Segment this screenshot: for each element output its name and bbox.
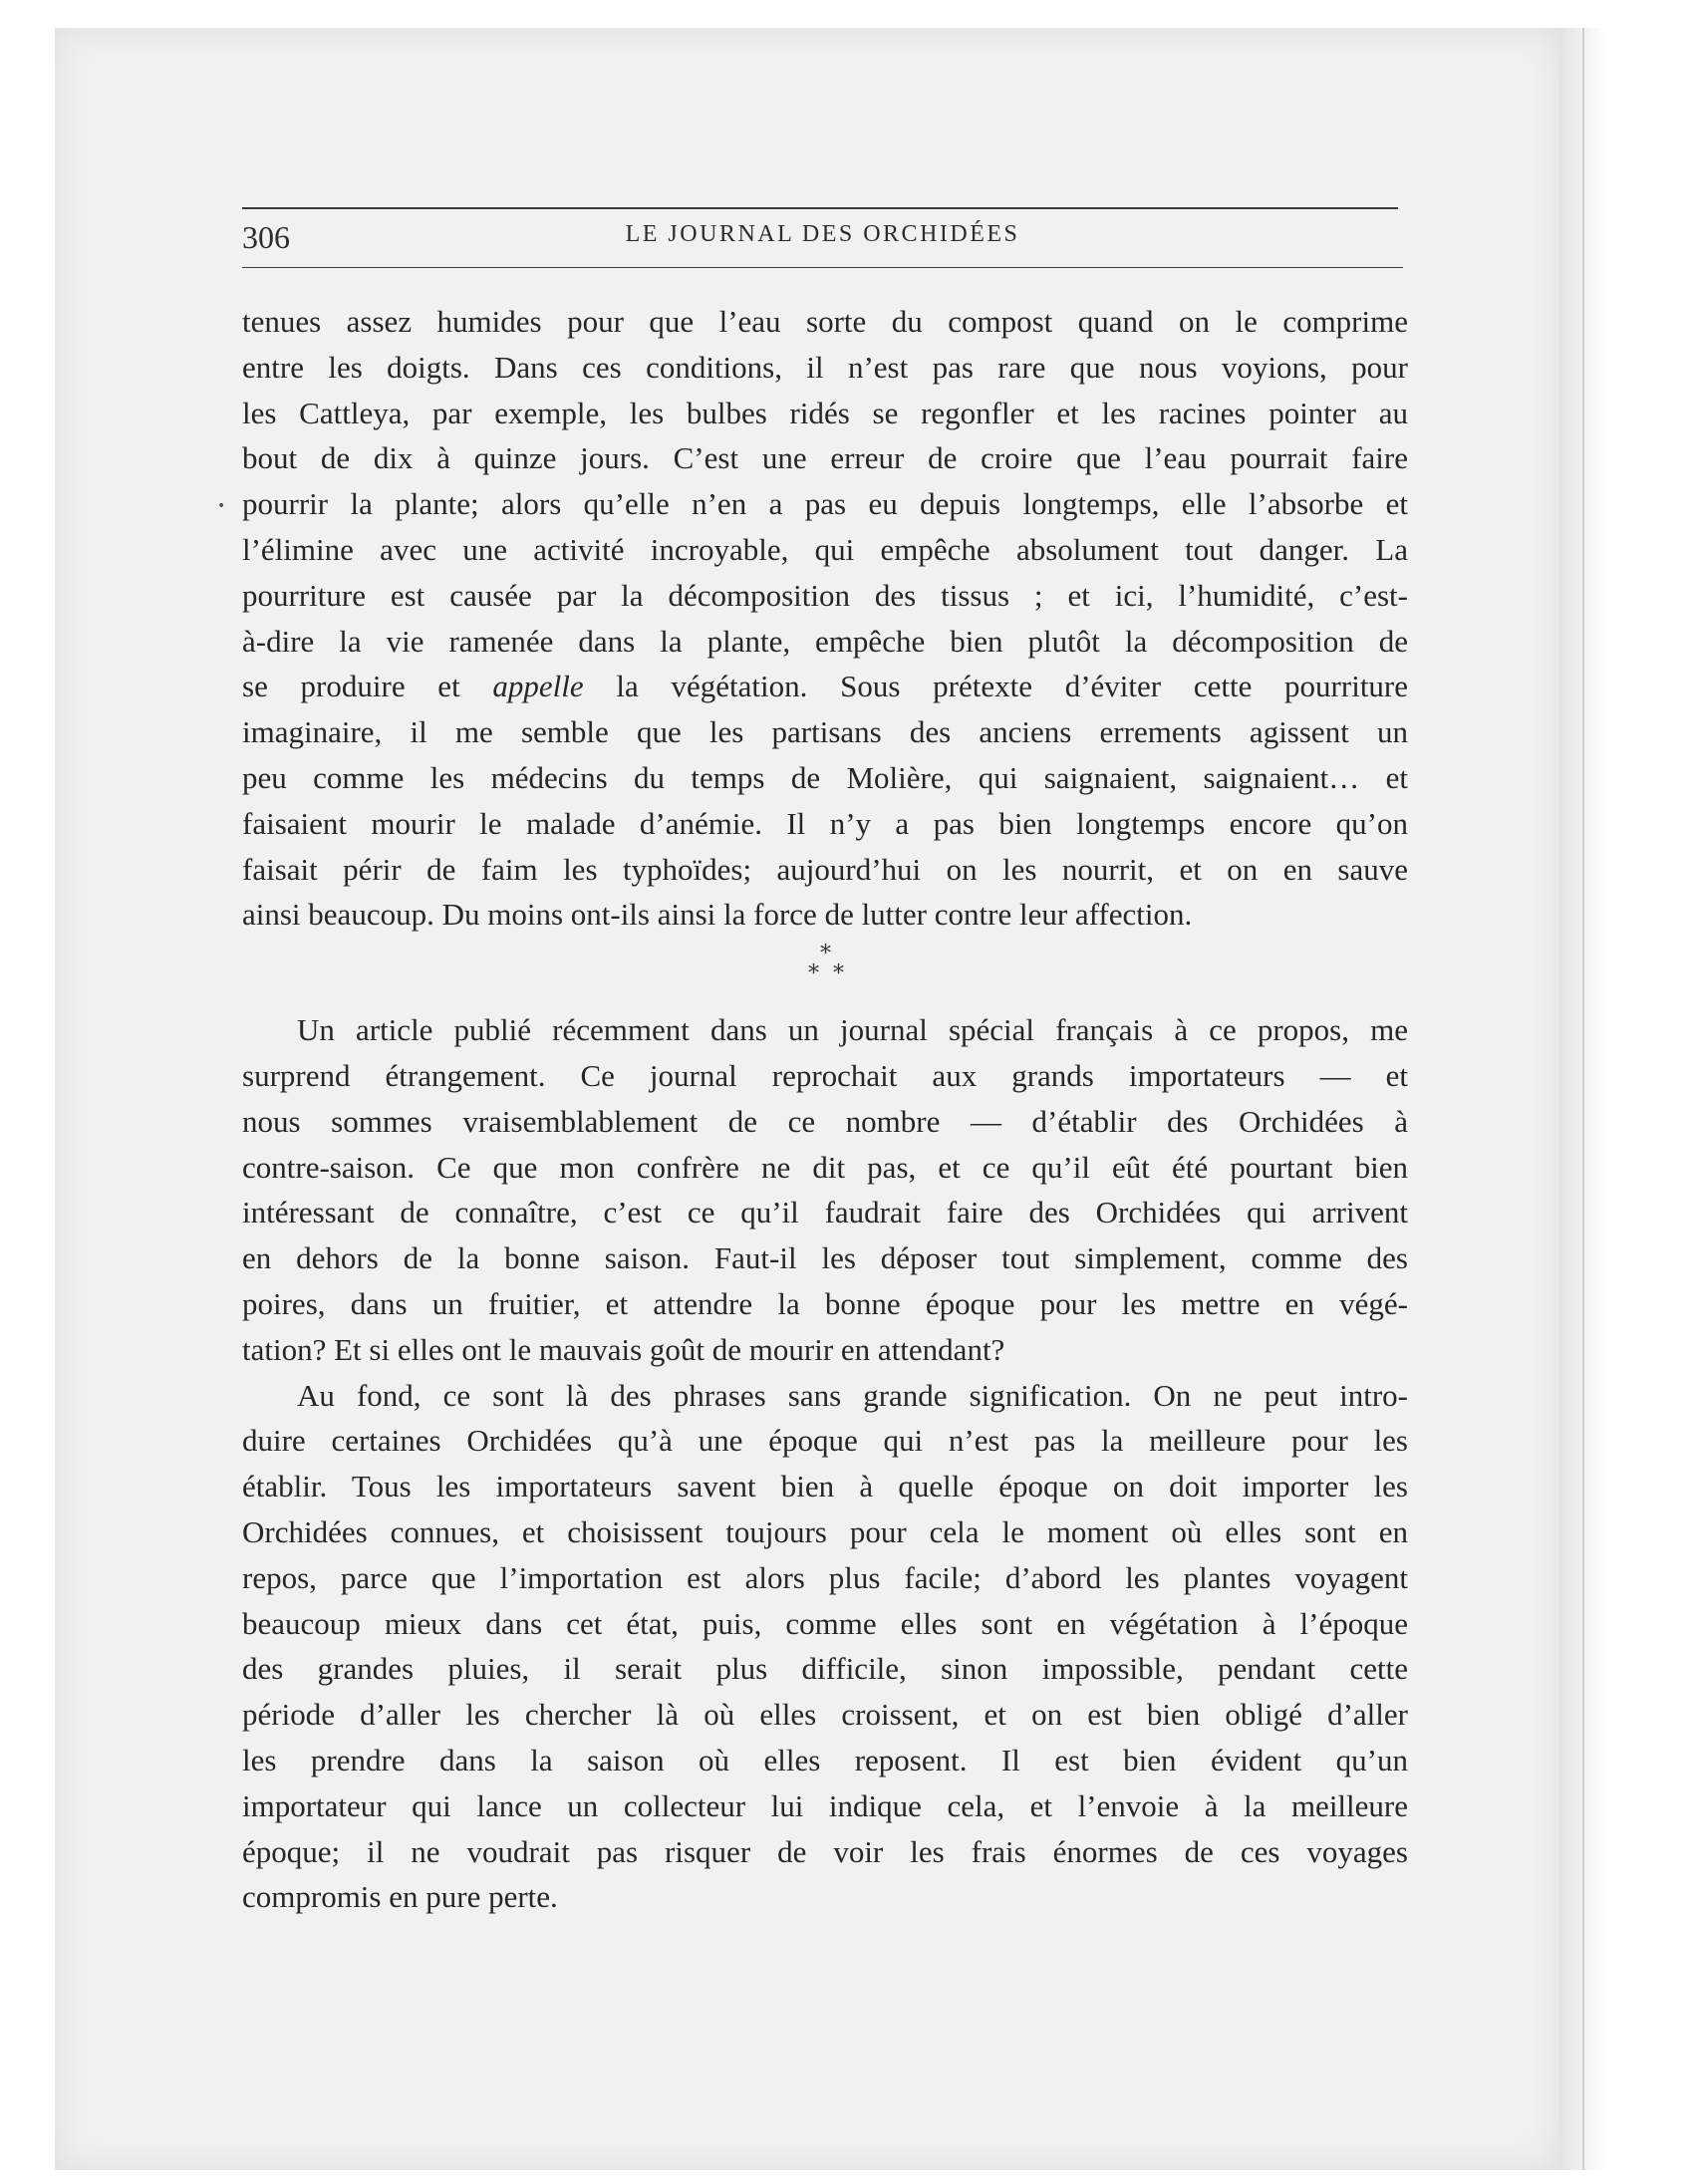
text-line: repos, parce que l’importation est alors plus facile; d’abord les plantes voyagent	[242, 1559, 1408, 1595]
italic-word: appelle	[492, 669, 584, 704]
text-line: contre-saison. Ce que mon confrère ne dit pas, et ce qu’il eût été pourtant bien	[242, 1149, 1408, 1185]
text-line: établir. Tous les importateurs savent bien à quelle époque on doit importer les	[242, 1469, 1408, 1504]
text-line: tation? Et si elles ont le mauvais goût de mourir en attendant?	[242, 1331, 1005, 1367]
text-line: duire certaines Orchidées qu’à une époque qui n’est pas la meilleure pour les	[242, 1423, 1408, 1459]
text-line: entre les doigts. Dans ces conditions, il n’est pas rare que nous voyions, pour	[242, 349, 1408, 385]
paragraph-2	[242, 1007, 1408, 1372]
asterisk: *	[820, 942, 831, 967]
text-line: Un article publié récemment dans un journal spécial français à ce propos, me	[297, 1012, 1408, 1048]
text-line: bout de dix à quinze jours. C’est une erreur de croire que l’eau pourrait faire	[242, 440, 1408, 476]
running-header	[242, 211, 1403, 267]
text-line: compromis en pure perte.	[242, 1879, 558, 1915]
text-line: tenues assez humides pour que l’eau sorte du compost quand on le comprime	[242, 304, 1408, 339]
text-line: les Cattleya, par exemple, les bulbes ridés se regonfler et les racines pointer au	[242, 395, 1408, 430]
page-edge-line	[1582, 28, 1584, 2170]
text-run: se produire et	[242, 669, 493, 704]
text-line: pourrir la plante; alors qu’elle n’en a pas eu depuis longtemps, elle l’absorbe et	[242, 486, 1408, 522]
text-line: à-dire la vie ramenée dans la plante, empêche bien plutôt la décomposition de	[242, 623, 1408, 659]
text-line: importateur qui lance un collecteur lui indique cela, et l’envoie à la meilleure	[242, 1787, 1408, 1823]
paragraph-1	[242, 299, 1408, 938]
text-line: ainsi beaucoup. Du moins ont-ils ainsi la force de lutter contre leur affection.	[242, 897, 1193, 933]
text-line: des grandes pluies, il serait plus difficile, sinon impossible, pendant cette	[242, 1651, 1408, 1687]
text-line: Orchidées connues, et choisissent toujours pour cela le moment où elles sont en	[242, 1513, 1408, 1549]
text-line: en dehors de la bonne saison. Faut-il les déposer tout simplement, comme des	[242, 1240, 1408, 1276]
asterisk: *	[808, 961, 819, 987]
running-title: LE JOURNAL DES ORCHIDÉES	[625, 221, 1020, 247]
asterisk: *	[833, 961, 844, 987]
text-line: pourriture est causée par la décomposition des tissus ; et ici, l’humidité, c’est-	[242, 577, 1408, 613]
text-line: époque; il ne voudrait pas risquer de voir les frais énormes de ces voyages	[242, 1833, 1408, 1869]
text-line: peu comme les médecins du temps de Molière, qui saignaient, saignaient… et	[242, 759, 1408, 795]
header-top-rule	[242, 207, 1398, 209]
text-line: surprend étrangement. Ce journal reprochait aux grands importateurs — et	[242, 1057, 1408, 1093]
paragraph-3	[242, 1373, 1408, 1921]
text-line: les prendre dans la saison où elles reposent. Il est bien évident qu’un	[242, 1742, 1408, 1777]
text-line: l’élimine avec une activité incroyable, qui empêche absolument tout danger. La	[242, 531, 1408, 567]
text-run: la végétation. Sous prétexte d’éviter cette pourriture	[583, 669, 1409, 704]
section-separator	[242, 938, 1408, 1007]
text-line: beaucoup mieux dans cet état, puis, comme elles sont en végétation à l’époque	[242, 1605, 1408, 1641]
text-line: faisait périr de faim les typhoïdes; aujourd’hui on les nourrit, et on en sauve	[242, 851, 1408, 887]
text-line-with-italic	[242, 664, 1408, 709]
margin-mark: •	[217, 498, 226, 514]
text-line: poires, dans un fruitier, et attendre la bonne époque pour les mettre en végé-	[242, 1285, 1408, 1321]
text-line: nous sommes vraisemblablement de ce nombre — d’établir des Orchidées à	[242, 1103, 1408, 1139]
text-line: faisaient mourir le malade d’anémie. Il n’y a pas bien longtemps encore qu’on	[242, 805, 1408, 841]
text-line: période d’aller les chercher là où elles croissent, et on est bien obligé d’aller	[242, 1697, 1408, 1733]
text-line: Au fond, ce sont là des phrases sans grande signification. On ne peut intro-	[297, 1377, 1408, 1413]
text-line: imaginaire, il me semble que les partisans des anciens errements agissent un	[242, 714, 1408, 750]
page-number: 306	[242, 219, 290, 255]
header-bottom-rule	[242, 267, 1403, 268]
text-body	[242, 299, 1408, 1920]
text-line: intéressant de connaître, c’est ce qu’il faudrait faire des Orchidées qui arrivent	[242, 1195, 1408, 1230]
